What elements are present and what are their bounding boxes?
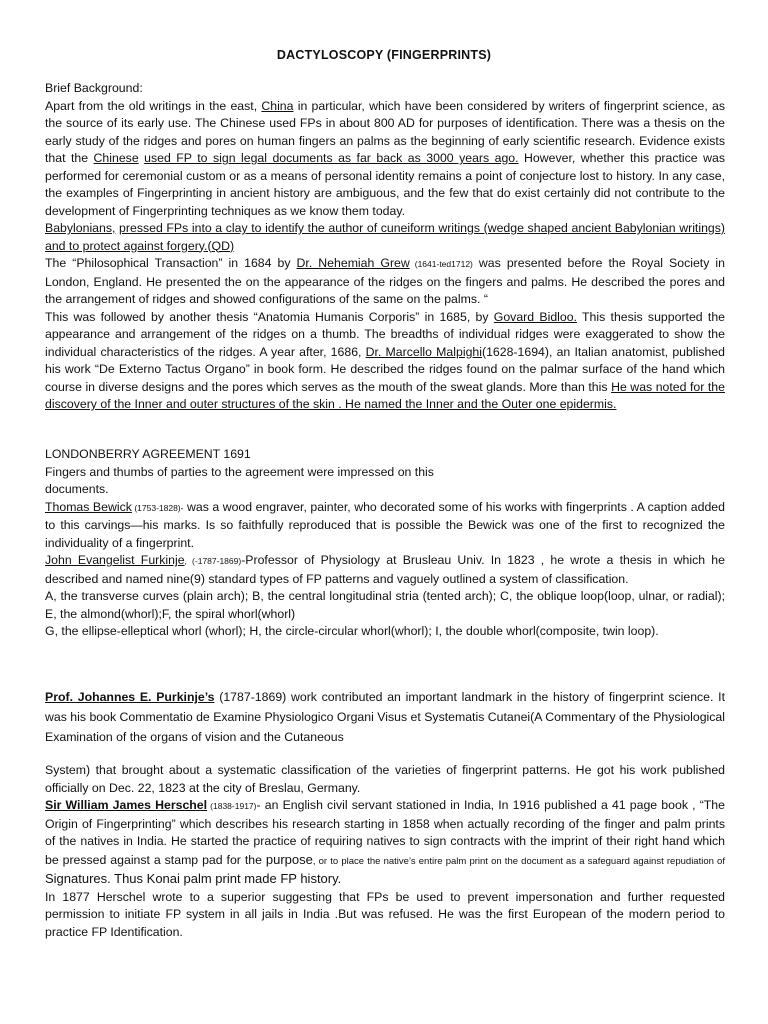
brief-background-section bbox=[45, 80, 725, 414]
bold-underlined-text: Sir William James Herschel bbox=[45, 798, 208, 812]
purkinje-section bbox=[45, 687, 725, 747]
section-heading: Brief Background: bbox=[45, 81, 143, 95]
underlined-text: He was noted for the discovery of the Inner and outer structures of the skin . He named the Inner and the Outer one epidermis. bbox=[45, 379, 725, 411]
text: Apart from the old writings in the east, bbox=[45, 98, 262, 113]
small-text: , or to place the native’s entire palm print on the document as a safeguard against repudiation of bbox=[312, 855, 725, 867]
text: was presented before the Royal Society in London, England. He presented the on the appearance of the ridges on the fingers and palms. He described the pores and the arrangement of ridges and showed configurations of the same on the palms. “ bbox=[45, 256, 725, 306]
underlined-text: Govard Bidloo. bbox=[493, 309, 577, 324]
londonberry-section bbox=[45, 446, 725, 641]
line: Fingers and thumbs of parties to the agreement were impressed on this bbox=[45, 464, 434, 479]
underlined-text: Thomas Bewick bbox=[45, 499, 132, 514]
small-text: (1753-1828)- bbox=[131, 502, 184, 513]
text: (1787-1869) work contributed an important landmark in the history of fingerprint science. It was his book Commentatio de Examine Physiologico Organi Visus et Systematis Cutanei(A Commentary of the Physiological Examination of the organs of vision and the Cutaneous bbox=[45, 690, 725, 744]
paragraph-grew bbox=[45, 255, 725, 309]
text: - an English civil servant stationed in India, In 1916 published a 41 page book , “The Origin of Fingerprinting” which describes his research starting in 1858 when actually recording of the finger and palm prints of the natives in India. He started the practice of requiring natives to sign contracts with the imprint of their right hand which be pressed against a stamp pad for the bbox=[45, 798, 725, 867]
paragraph-classification: System) that brought about a systematic classification of the varieties of fingerprint patterns. He got his work published officially on Dec. 22, 1823 at the city of Breslau, Germany. bbox=[45, 763, 725, 795]
text: was a wood engraver, painter, who decorated some of his works with fingerprints . A caption added to this carvings—his marks. Is so faithfully reproduced that is possible the Bewick was one of the first to recognized the individuality of a fingerprint. bbox=[45, 499, 725, 550]
small-text: , (-1787-1869) bbox=[184, 556, 242, 566]
paragraph-herschel bbox=[45, 797, 725, 889]
paragraph-early-history bbox=[45, 98, 725, 221]
paragraph-pattern-types: A, the transverse curves (plain arch); B, the central longitudinal stria (tented arch); C, the oblique loop(loop, ulnar, or radial); E, the almond(whorl);F, the spiral whorl(whorl) bbox=[45, 589, 725, 621]
paragraph-pattern-types: G, the ellipse-elleptical whorl (whorl); H, the circle-circular whorl(whorl); I, the double whorl(composite, twin loop). bbox=[45, 624, 659, 638]
text: This thesis supported the appearance and arrangement of the ridges on a thumb. The breadths of individual ridges were exaggerated to show the individual characteristics of the ridges. A year after, 1686, bbox=[45, 309, 725, 359]
underlined-text: Dr. Marcello Malpighi bbox=[365, 344, 482, 359]
text: However, whether this practice was performed for ceremonial custom or as a means of personal identity remains a point of conjecture lost to history. In any case, the examples of Fingerprinting in ancient history are ambiguous, and the few that do exist certainly did not contribute to the development of Fingerprinting techniques as we know them today. bbox=[45, 151, 725, 218]
paragraph-herschel-1877: In 1877 Herschel wrote to a superior suggesting that FPs be used to prevent impersonation and further requested permission to initiate FP system in all jails in India .But was refused. He was the first European of the modern period to practice FP Identification. bbox=[45, 889, 725, 939]
underlined-text: Dr. Nehemiah Grew bbox=[296, 256, 410, 270]
text: (1628-1694), an Italian anatomist, published his work “De Externo Tactus Organo” in book form. He described the ridges found on the palmar surface of the hand which course in diverse designs and the pores which serves as the mouth of the sweat glands. More than this bbox=[45, 344, 725, 394]
underlined-text: John Evangelist Furkinje bbox=[45, 553, 185, 567]
paragraph-babylonians bbox=[45, 220, 725, 255]
underlined-text: used FP to sign legal documents as far back as 3000 years ago. bbox=[144, 151, 519, 165]
small-text: (1641-ted1712) bbox=[409, 259, 473, 269]
text: Signatures. Thus Konai palm print made FP history. bbox=[45, 871, 342, 886]
small-text: (1838-1917) bbox=[207, 801, 257, 811]
underlined-text: Chinese bbox=[93, 151, 139, 165]
text: purpose bbox=[265, 851, 313, 867]
text: This was followed by another thesis “Anatomia Humanis Corporis” in 1685, by bbox=[45, 309, 494, 324]
page-title: DACTYLOSCOPY (FINGERPRINTS) bbox=[276, 48, 492, 62]
paragraph-purkinje bbox=[45, 687, 725, 747]
text: The “Philosophical Transaction” in 1684 by bbox=[45, 256, 297, 270]
underlined-text: pressed FPs into a clay to identify the author of cuneiform writings (wedge shaped ancient Babylonian writings) and to protect against forgery.(QD) bbox=[45, 221, 726, 253]
herschel-section bbox=[45, 762, 725, 941]
underlined-text: China bbox=[261, 98, 294, 113]
paragraph-furkinje bbox=[45, 552, 725, 588]
section-heading: LONDONBERRY AGREEMENT 1691 bbox=[45, 447, 251, 461]
paragraph-bidloo-malpighi bbox=[45, 309, 725, 414]
underlined-text: Babylonians, bbox=[45, 221, 116, 235]
line: documents. bbox=[45, 482, 109, 496]
paragraph-bewick bbox=[45, 499, 725, 553]
text: -Professor of Physiology at Brusleau Univ. In 1823 , he wrote a thesis in which he described and named nine(9) standard types of FP patterns and vaguely outlined a system of classification. bbox=[45, 553, 725, 586]
bold-underlined-text: Prof. Johannes E. Purkinje’s bbox=[45, 690, 215, 704]
text: in particular, which have been considered by writers of fingerprint science, as the source of its early use. The Chinese used FPs in about 800 AD for purposes of identification. There was a thesis on the early study of the ridges and pores on human fingers an palms as the beginning of early scientific research. Evidence exists that the bbox=[45, 98, 726, 165]
